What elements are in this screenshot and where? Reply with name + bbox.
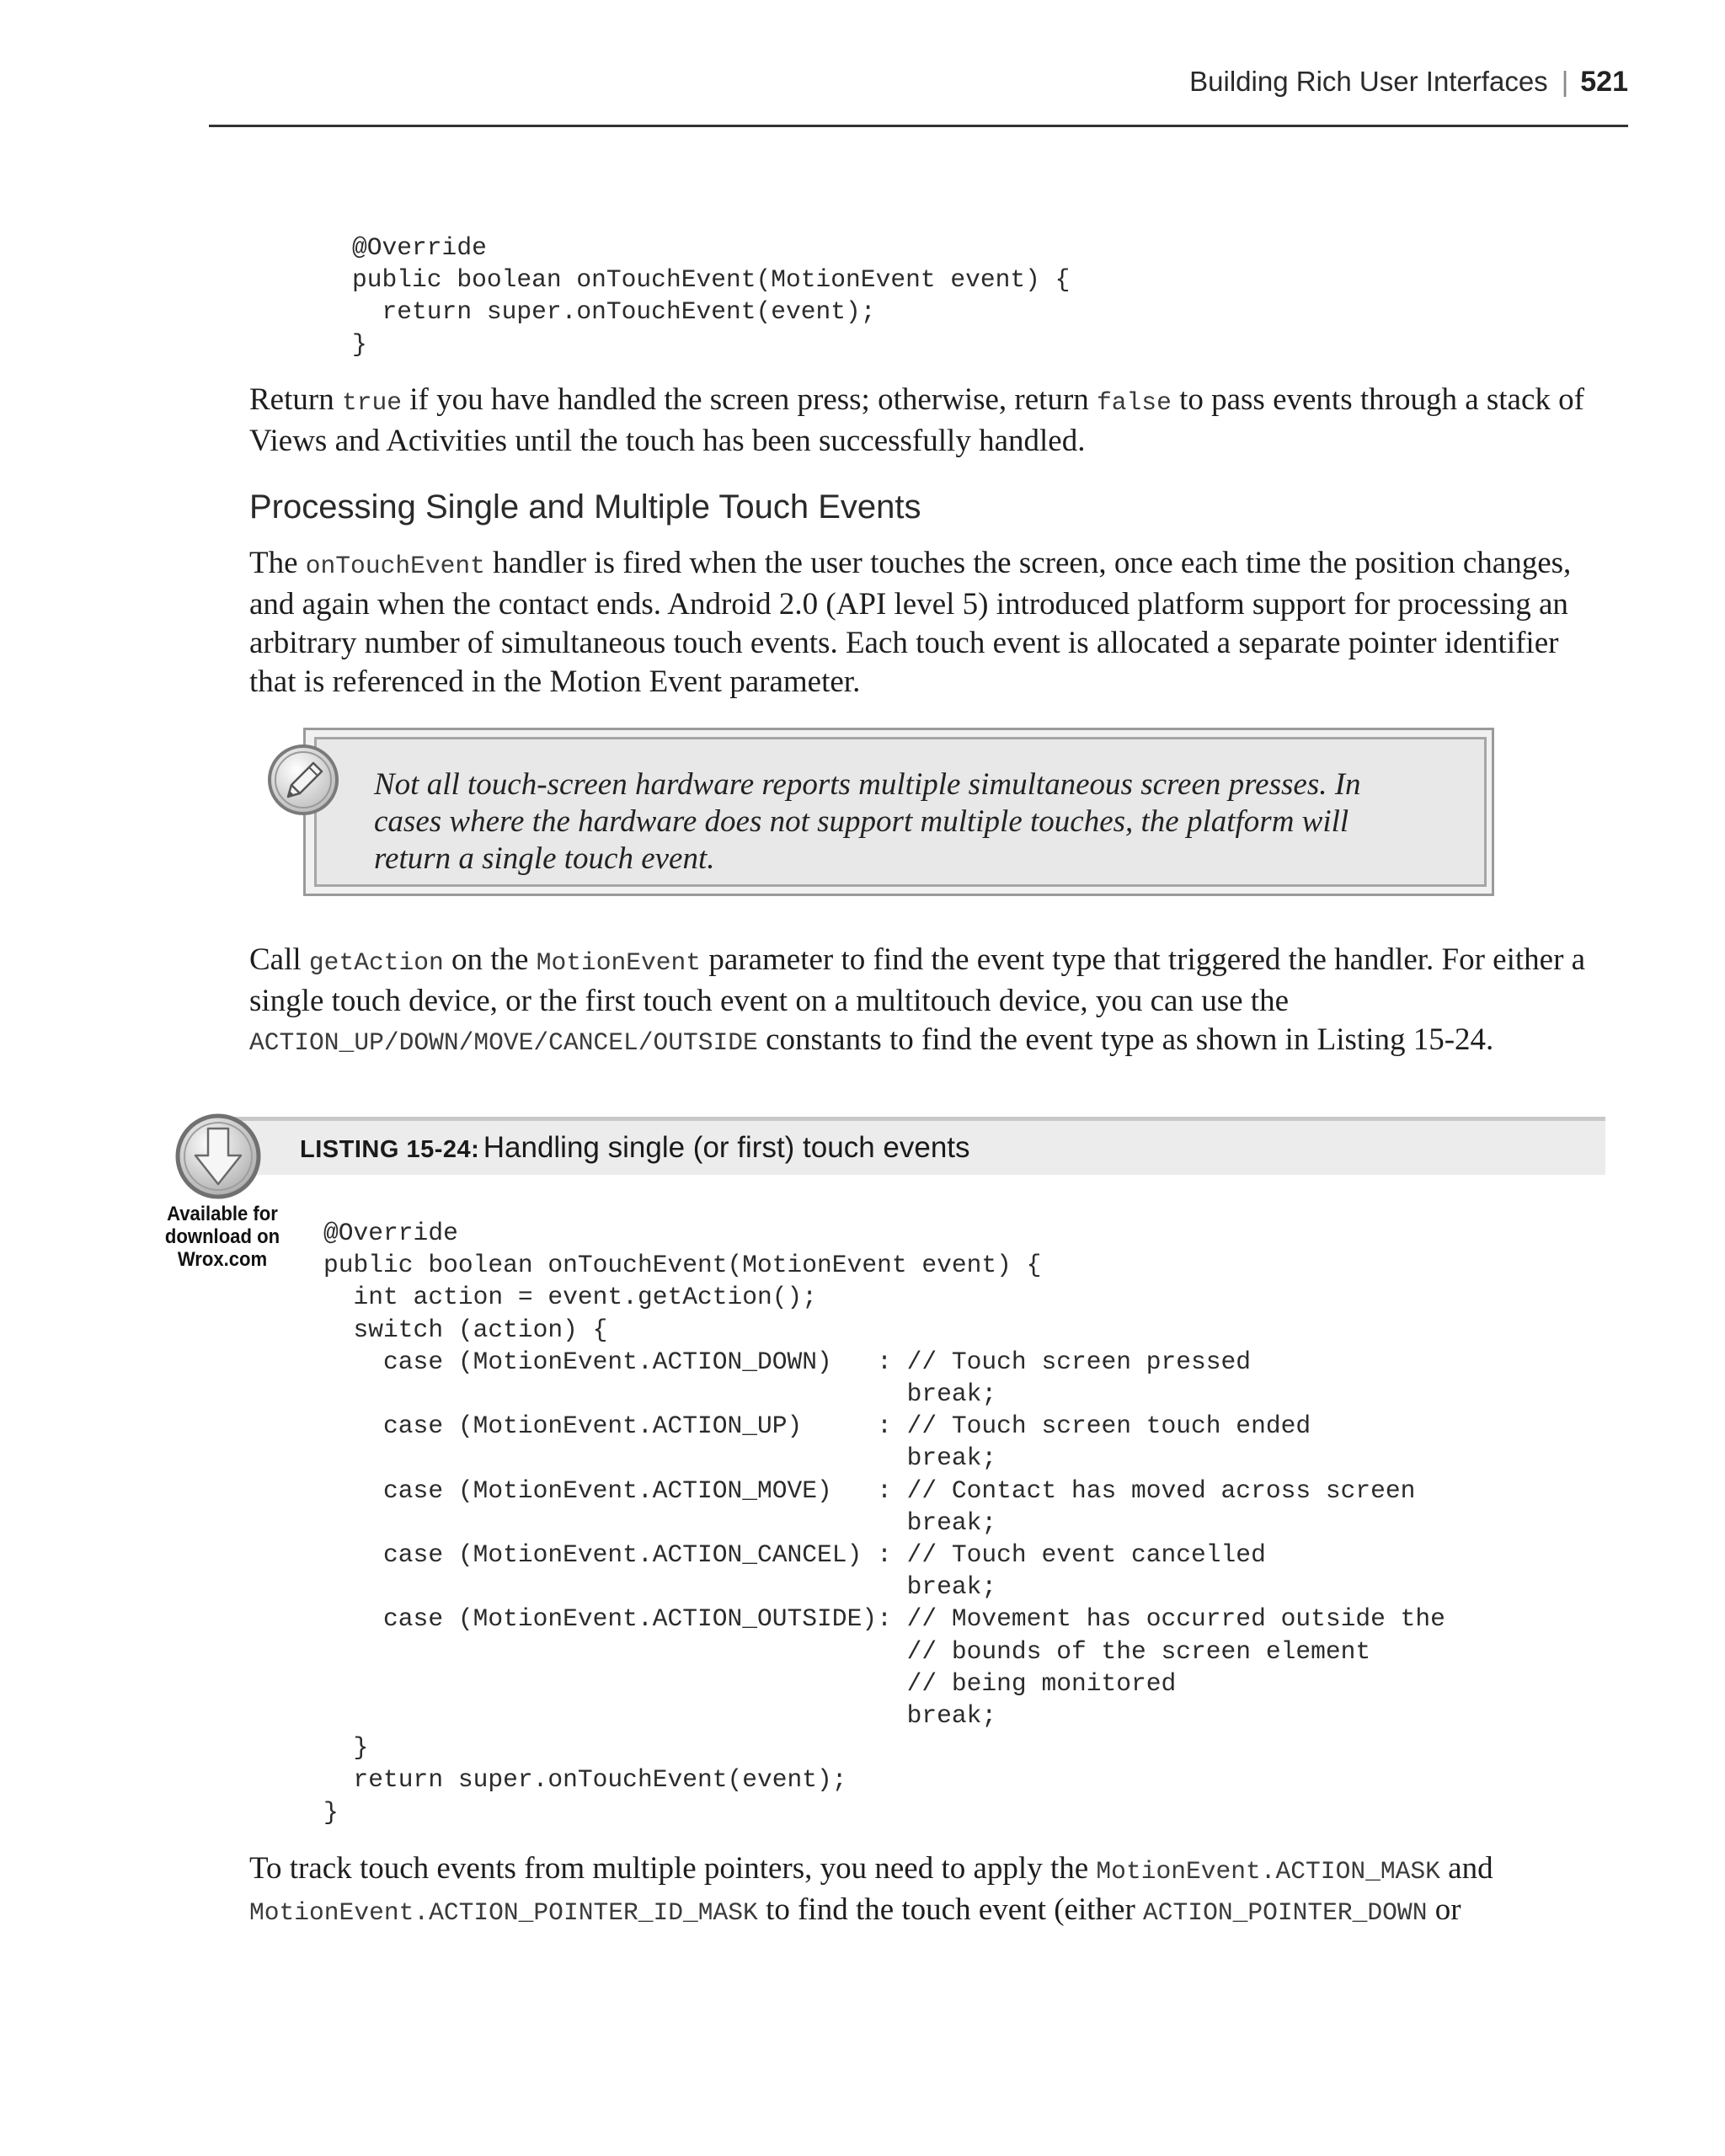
inline-code: false xyxy=(1097,388,1172,417)
text-run: and xyxy=(1439,1851,1493,1886)
header-title: Building Rich User Interfaces xyxy=(1189,66,1548,97)
header-rule xyxy=(209,125,1628,127)
page-number: 521 xyxy=(1580,66,1628,98)
note-box xyxy=(303,728,1494,896)
text-run: to find the touch event (either xyxy=(757,1892,1144,1927)
header-separator: | xyxy=(1561,66,1569,97)
paragraph-touch-event xyxy=(249,544,1605,702)
inline-code: ACTION_POINTER_DOWN xyxy=(1143,1898,1428,1927)
inline-code: ACTION_UP/DOWN/MOVE/CANCEL/OUTSIDE xyxy=(249,1028,758,1057)
listing-label: LISTING 15-24: xyxy=(300,1136,480,1163)
running-header xyxy=(1189,66,1628,99)
text-run: constants to find the event type as shown in Listing 15-24. xyxy=(757,1022,1494,1057)
inline-code: MotionEvent xyxy=(536,948,702,977)
listing-caption: Handling single (or first) touch events xyxy=(483,1131,970,1164)
listing-title xyxy=(300,1131,970,1165)
paragraph-return-value xyxy=(249,381,1605,461)
inline-code: getAction xyxy=(308,948,444,977)
code-block-override: @Override public boolean onTouchEvent(MotionEvent event) { return super.onTouchEvent(event); } xyxy=(352,233,1071,359)
text-run: parameter to find the event type that triggered the handler. For either a single touch device, or the first touch event on a multitouch device, you can use the xyxy=(249,942,1586,1018)
text-run: Call xyxy=(249,942,309,977)
listing-header-bar xyxy=(226,1117,1605,1175)
section-heading: Processing Single and Multiple Touch Events xyxy=(249,488,921,526)
text-run: To track touch events from multiple pointers, you need to apply the xyxy=(249,1851,1097,1886)
paragraph-get-action xyxy=(249,941,1605,1062)
paragraph-multiple-pointers xyxy=(249,1849,1605,1932)
text-run: handler is fired when the user touches the screen, once each time the position changes, and again when the contact ends. Android 2.0 (API level 5) introduced platform support for processing an arbitrary number of simultaneous touch events. Each touch event is allocated a separate pointer identifier that is referenced in the Motion Event parameter. xyxy=(249,546,1572,699)
note-text: Not all touch-screen hardware reports multiple simultaneous screen presses. In cases where the hardware does not support multiple touches, the platform will return a single touch event. xyxy=(374,767,1361,876)
download-arrow-icon[interactable] xyxy=(174,1112,263,1201)
text-run: on the xyxy=(443,942,537,977)
download-label[interactable]: Available for download on Wrox.com xyxy=(164,1203,280,1271)
pencil-icon xyxy=(266,743,340,817)
text-run: The xyxy=(249,546,306,580)
inline-code: true xyxy=(341,388,402,417)
note-inner-frame xyxy=(314,737,1487,887)
text-run: to pass events through a stack of Views and Activities until the touch has been successfully handled. xyxy=(249,382,1584,458)
code-listing-15-24: @Override public boolean onTouchEvent(MotionEvent event) { int action = event.getAction(); switch (action) { case (MotionEvent.ACTION_DOWN) : // Touch screen pressed break; case (MotionEvent.ACTION_UP) : // Touch screen touch ended break; case (MotionEvent.ACTION_MOVE) : // Contact has moved across screen break; case (MotionEvent.ACTION_CANCEL) : // Touch event cancelled break; case (MotionEvent.ACTION_OUTSIDE): // Movement has occurred outside the // bounds of the screen element // being monitored break; } return super.onTouchEvent(event); } xyxy=(323,1219,1445,1827)
inline-code: onTouchEvent xyxy=(305,552,485,580)
inline-code: MotionEvent.ACTION_POINTER_ID_MASK xyxy=(249,1898,758,1927)
text-run: if you have handled the screen press; otherwise, return xyxy=(402,382,1097,417)
text-run: Return xyxy=(249,382,342,417)
text-run: or xyxy=(1427,1892,1461,1927)
inline-code: MotionEvent.ACTION_MASK xyxy=(1096,1857,1440,1886)
